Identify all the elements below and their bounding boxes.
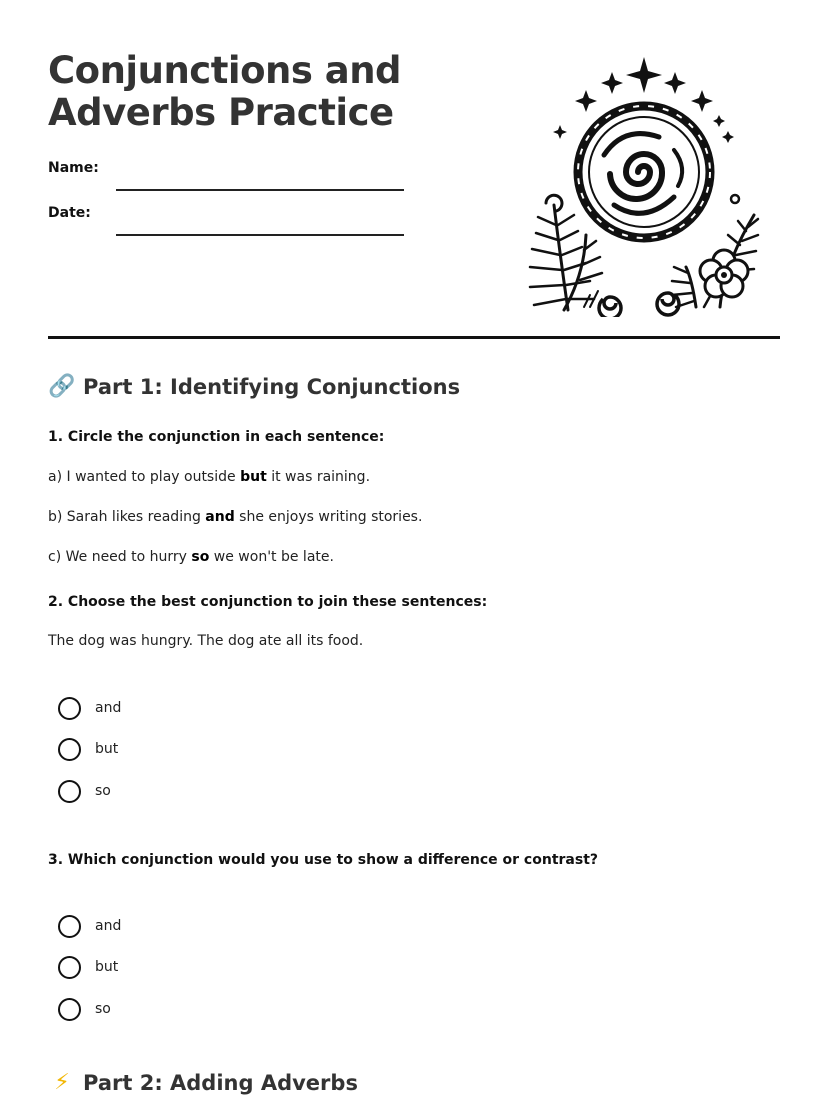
sparkle-icon [553,125,567,139]
sentence-b-conjunction[interactable]: and [205,509,235,525]
date-label: Date: [48,205,91,221]
option-label: so [95,1001,111,1017]
name-field-row [48,160,408,190]
title-line-2: Adverbs Practice [48,91,394,134]
option-label: but [95,741,119,757]
sentence-a-text-after: it was raining. [266,469,371,485]
date-write-line[interactable] [116,218,404,236]
lightning-icon: ⚡ [54,1070,70,1095]
radio-button[interactable] [58,780,81,803]
sparkle-icon [575,90,597,112]
sentence-c-conjunction[interactable]: so [191,549,210,565]
part1-heading-text: Part 1: Identifying Conjunctions [83,374,461,399]
radio-button[interactable] [58,915,81,938]
flower-icon [700,250,748,297]
part2-heading-text: Part 2: Adding Adverbs [83,1070,358,1095]
option-label: so [95,783,111,799]
date-field-row [48,205,408,235]
sparkle-icon [722,131,734,143]
part1-heading [48,374,460,399]
sentence-b-text-after: she enjoys writing stories. [234,509,423,525]
sentence-a-conjunction[interactable]: but [240,469,267,485]
question-2-text: The dog was hungry. The dog ate all its food. [48,633,364,649]
sparkle-icon [691,90,713,112]
page-title [48,50,468,134]
q3-option-so[interactable] [58,997,111,1021]
sentence-a-text-before: a) I wanted to play outside [48,469,241,485]
radio-button[interactable] [58,956,81,979]
sentence-c-text-before: c) We need to hurry [48,549,192,565]
option-label: but [95,959,119,975]
sparkle-icon [601,72,623,94]
q3-option-and[interactable] [58,914,121,938]
sentence-b-text-before: b) Sarah likes reading [48,509,206,525]
radio-button[interactable] [58,738,81,761]
q2-option-but[interactable] [58,737,118,761]
name-label: Name: [48,160,99,176]
sentence-a [48,469,370,485]
decorative-spiral-fern-illustration [524,55,764,317]
q2-option-and[interactable] [58,696,121,720]
sentence-c-text-after: we won't be late. [209,549,334,565]
link-icon: 🔗 [48,374,76,399]
part2-heading [48,1070,358,1095]
sentence-b [48,509,422,525]
option-label: and [95,700,122,716]
header-divider [48,336,780,339]
question-3-prompt: 3. Which conjunction would you use to show a difference or contrast? [48,852,599,868]
question-2-prompt: 2. Choose the best conjunction to join these sentences: [48,594,488,610]
title-line-1: Conjunctions and [48,49,402,92]
radio-button[interactable] [58,998,81,1021]
sparkle-icon [664,72,686,94]
sparkle-icon [713,115,725,127]
option-label: and [95,918,122,934]
q2-option-so[interactable] [58,779,111,803]
sparkle-icon [626,57,662,93]
question-1-prompt: 1. Circle the conjunction in each sentence: [48,429,385,445]
sentence-c [48,549,334,565]
q3-option-but[interactable] [58,955,118,979]
radio-button[interactable] [58,697,81,720]
name-write-line[interactable] [116,173,404,191]
